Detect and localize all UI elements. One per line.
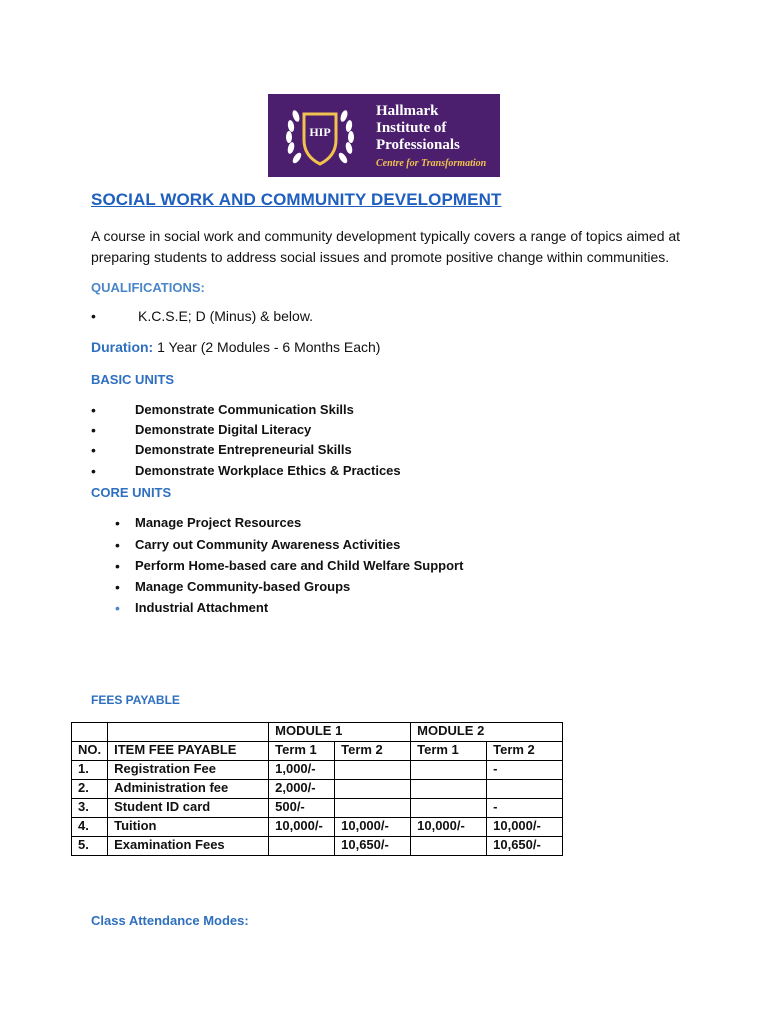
table-cell xyxy=(411,780,487,799)
column-header: Term 1 xyxy=(411,742,487,761)
module2-header: MODULE 2 xyxy=(411,723,563,742)
core-unit-bullet: • xyxy=(115,515,120,531)
core-unit-bullet: • xyxy=(115,579,120,595)
table-cell: Student ID card xyxy=(108,799,269,818)
table-cell xyxy=(335,780,411,799)
core-unit-item: Industrial Attachment xyxy=(135,600,269,615)
table-cell: 500/- xyxy=(269,799,335,818)
table-cell: 2. xyxy=(72,780,108,799)
table-cell: 2,000/- xyxy=(269,780,335,799)
core-unit-item: Manage Community-based Groups xyxy=(135,579,351,594)
basic-unit-bullet: • xyxy=(91,463,96,479)
institute-logo xyxy=(268,94,500,177)
table-cell xyxy=(108,723,269,742)
table-cell xyxy=(411,837,487,856)
table-cell xyxy=(269,837,335,856)
core-unit-bullet: • xyxy=(115,558,120,574)
fees-table xyxy=(71,722,563,856)
basic-unit-bullet: • xyxy=(91,442,96,458)
basic-unit-item: Demonstrate Entrepreneurial Skills xyxy=(135,442,352,457)
course-title: SOCIAL WORK AND COMMUNITY DEVELOPMENT xyxy=(91,190,502,209)
table-cell: Examination Fees xyxy=(108,837,269,856)
table-cell xyxy=(335,761,411,780)
module-header-row xyxy=(72,723,563,742)
basic-unit-bullet: • xyxy=(91,402,96,418)
core-unit-bullet: • xyxy=(115,537,120,553)
table-cell: 10,000/- xyxy=(411,818,487,837)
table-cell: 1. xyxy=(72,761,108,780)
table-row xyxy=(72,837,563,856)
duration-line xyxy=(91,339,380,355)
basic-unit-bullet: • xyxy=(91,422,96,438)
table-cell: Administration fee xyxy=(108,780,269,799)
core-unit-bullet: • xyxy=(115,600,120,616)
table-cell: 10,000/- xyxy=(269,818,335,837)
core-unit-item: Manage Project Resources xyxy=(135,515,302,530)
table-row xyxy=(72,799,563,818)
duration-label: Duration: xyxy=(91,339,154,355)
core-unit-item: Perform Home-based care and Child Welfare Support xyxy=(135,558,464,573)
table-row xyxy=(72,818,563,837)
emblem-text: HIP xyxy=(309,124,331,139)
table-cell: - xyxy=(487,799,563,818)
table-cell: Tuition xyxy=(108,818,269,837)
table-cell xyxy=(411,761,487,780)
attendance-heading: Class Attendance Modes: xyxy=(91,913,249,928)
qualifications-heading: QUALIFICATIONS: xyxy=(91,280,205,295)
table-cell: 5. xyxy=(72,837,108,856)
table-cell: 10,000/- xyxy=(335,818,411,837)
column-header: Term 1 xyxy=(269,742,335,761)
table-cell: - xyxy=(487,761,563,780)
core-unit-item: Carry out Community Awareness Activities xyxy=(135,537,401,552)
basic-unit-item: Demonstrate Communication Skills xyxy=(135,402,354,417)
qualification-item: K.C.S.E; D (Minus) & below. xyxy=(138,308,314,324)
table-cell: 10,000/- xyxy=(487,818,563,837)
table-cell: 10,650/- xyxy=(335,837,411,856)
laurel-shield-emblem-icon xyxy=(274,96,366,176)
column-header: NO. xyxy=(72,742,108,761)
fees-heading: FEES PAYABLE xyxy=(91,693,180,707)
course-intro: A course in social work and community development typically covers a range of topics aimed at preparing students to address social issues and promote positive change within communities. xyxy=(91,228,681,265)
logo-line1: Hallmark xyxy=(376,102,439,119)
table-row xyxy=(72,780,563,799)
module1-header: MODULE 1 xyxy=(269,723,411,742)
core-units-heading: CORE UNITS xyxy=(91,485,172,500)
logo-wordmark xyxy=(376,103,486,169)
table-cell: 10,650/- xyxy=(487,837,563,856)
basic-unit-item: Demonstrate Workplace Ethics & Practices xyxy=(135,463,401,478)
table-cell xyxy=(411,799,487,818)
table-row xyxy=(72,761,563,780)
column-header: ITEM FEE PAYABLE xyxy=(108,742,269,761)
qualification-bullet: • xyxy=(91,308,96,324)
table-cell: Registration Fee xyxy=(108,761,269,780)
column-header: Term 2 xyxy=(487,742,563,761)
table-cell xyxy=(335,799,411,818)
basic-unit-item: Demonstrate Digital Literacy xyxy=(135,422,312,437)
logo-tagline: Centre for Transformation xyxy=(376,157,487,169)
duration-value: 1 Year (2 Modules - 6 Months Each) xyxy=(153,339,381,355)
table-cell: 1,000/- xyxy=(269,761,335,780)
column-header-row xyxy=(72,742,563,761)
table-cell xyxy=(72,723,108,742)
logo-line2: Institute of xyxy=(376,119,447,136)
table-cell: 4. xyxy=(72,818,108,837)
basic-units-heading: BASIC UNITS xyxy=(91,372,175,387)
table-cell xyxy=(487,780,563,799)
logo-line3: Professionals xyxy=(376,136,460,153)
table-cell: 3. xyxy=(72,799,108,818)
column-header: Term 2 xyxy=(335,742,411,761)
